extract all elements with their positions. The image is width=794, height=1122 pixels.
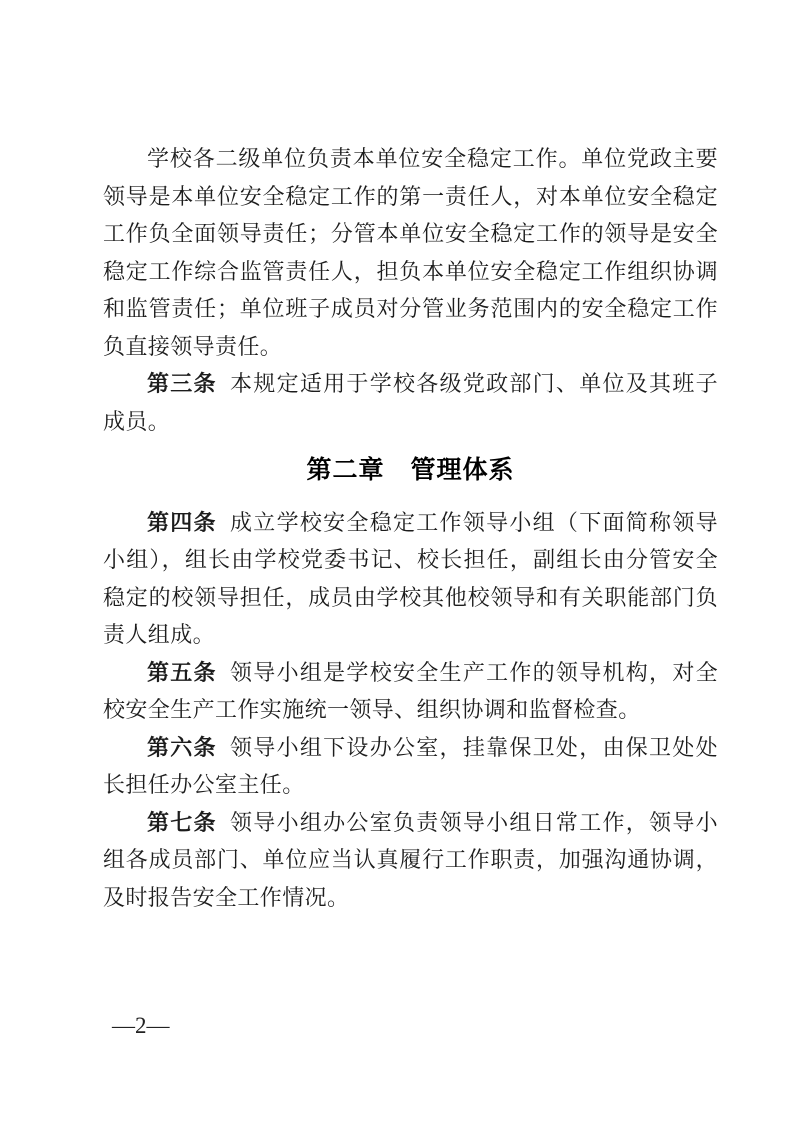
article-4-text: 成立学校安全稳定工作领导小组（下面简称领导小组），组长由学校党委书记、校长担任，副组长由分管安全稳定的校领导担任，成员由学校其他校领导和有关职能部门负责人组成。 xyxy=(103,509,719,647)
article-3-paragraph xyxy=(103,365,718,440)
article-6-text: 领导小组下设办公室，挂靠保卫处，由保卫处处长担任办公室主任。 xyxy=(103,734,719,797)
article-7-label: 第七条 xyxy=(147,809,217,835)
article-4-label: 第四条 xyxy=(147,509,217,535)
page-number: —2— xyxy=(112,1013,170,1038)
article-7-text: 领导小组办公室负责领导小组日常工作，领导小组各成员部门、单位应当认真履行工作职责，加强沟通协调，及时报告安全工作情况。 xyxy=(103,809,719,910)
article-4-paragraph xyxy=(103,504,718,654)
chapter-2-heading: 第二章 管理体系 xyxy=(306,456,515,484)
article-6-paragraph xyxy=(103,729,718,804)
article-5-paragraph xyxy=(103,654,718,729)
article-6-label: 第六条 xyxy=(147,734,217,760)
document-body xyxy=(103,140,718,916)
article-3-label: 第三条 xyxy=(147,371,217,396)
article-5-label: 第五条 xyxy=(147,659,217,685)
article-7-paragraph xyxy=(103,804,718,917)
article-5-text: 领导小组是学校安全生产工作的领导机构，对全校安全生产工作实施统一领导、组织协调和监督检查。 xyxy=(103,659,719,722)
article-3-text: 本规定适用于学校各级党政部门、单位及其班子成员。 xyxy=(103,371,719,434)
intro-paragraph: 学校各二级单位负责本单位安全稳定工作。单位党政主要领导是本单位安全稳定工作的第一责任人，对本单位安全稳定工作负全面领导责任；分管本单位安全稳定工作的领导是安全稳定工作综合监管责任人，担负本单位安全稳定工作组织协调和监管责任；单位班子成员对分管业务范围内的安全稳定工作负直接领导责任。 xyxy=(103,146,718,359)
